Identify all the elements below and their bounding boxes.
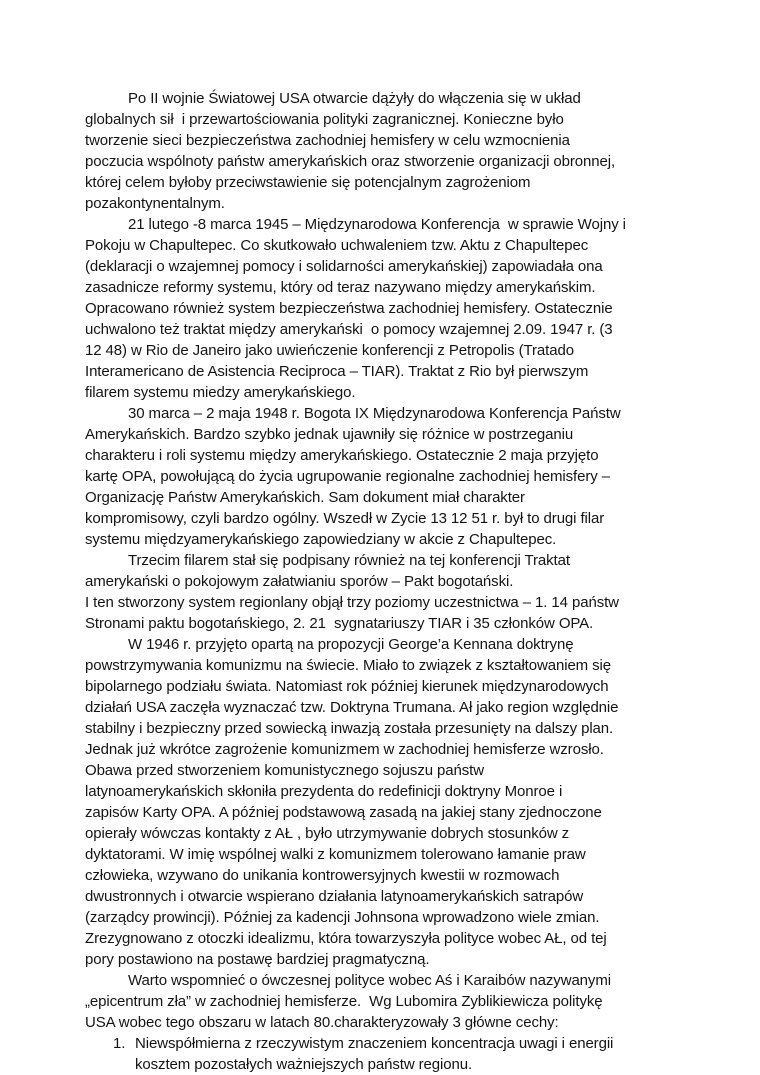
text-line: pory postawiono na postawę bardziej pragmatyczną. [85, 951, 430, 968]
paragraph [85, 970, 680, 1033]
text-line: pozakontynentalnym. [85, 195, 225, 212]
text-line: Po II wojnie Światowej USA otwarcie dążyły do włączenia się w układ [128, 90, 581, 107]
text-line: 21 lutego -8 marca 1945 – Międzynarodowa Konferencja w sprawie Wojny i [128, 216, 626, 233]
text-line: globalnych sił i przewartościowania polityki zagranicznej. Konieczne było [85, 111, 564, 128]
text-line: 12 48) w Rio de Janeiro jako uwieńczenie konferencji z Petropolis (Tratado [85, 342, 574, 359]
text-line: kompromisowy, czyli bardzo ogólny. Wszedł w Zycie 13 12 51 r. był to drugi filar [85, 510, 605, 527]
paragraph [85, 550, 680, 592]
text-line: „epicentrum zła” w zachodniej hemisferze. Wg Lubomira Zyblikiewicza politykę [85, 993, 603, 1010]
list-item-marker: 1. [113, 1035, 126, 1052]
text-line: Trzecim filarem stał się podpisany również na tej konferencji Traktat [128, 552, 570, 569]
text-line: Zrezygnowano z otoczki idealizmu, która towarzyszyła polityce wobec AŁ, od tej [85, 930, 607, 947]
paragraph [85, 214, 680, 403]
text-line: Jednak już wkrótce zagrożenie komunizmem w zachodniej hemisferze wzrosło. [85, 741, 604, 758]
text-line: kartę OPA, powołującą do życia ugrupowanie regionalne zachodniej hemisfery – [85, 468, 610, 485]
text-line: zasadnicze reformy systemu, który od teraz nazywano między amerykańskim. [85, 279, 596, 296]
text-line: dyktatorami. W imię wspólnej walki z komunizmem tolerowano łamanie praw [85, 846, 586, 863]
text-line: Organizację Państw Amerykańskich. Sam dokument miał charakter [85, 489, 525, 506]
text-line: stabilny i bezpieczny przed sowiecką inwazją została przesunięty na dalszy plan. [85, 720, 614, 737]
text-line: filarem systemu miedzy amerykańskiego. [85, 384, 356, 401]
paragraph [85, 88, 680, 214]
text-column [85, 88, 680, 1075]
text-line: tworzenie sieci bezpieczeństwa zachodniej hemisfery w celu wzmocnienia [85, 132, 570, 149]
text-line: Pokoju w Chapultepec. Co skutkowało uchwaleniem tzw. Aktu z Chapultepec [85, 237, 589, 254]
text-line: charakteru i roli systemu między amerykańskiego. Ostatecznie 2 maja przyjęto [85, 447, 599, 464]
paragraph [85, 634, 680, 970]
text-line: której celem byłoby przeciwstawienie się potencjalnym zagrożeniom [85, 174, 531, 191]
text-line: opierały wówczas kontakty z AŁ , było utrzymywanie dobrych stosunków z [85, 825, 570, 842]
text-line: uchwalono też traktat między amerykański o pomocy wzajemnej 2.09. 1947 r. (3 [85, 321, 613, 338]
text-line: USA wobec tego obszaru w latach 80.charakteryzowały 3 główne cechy: [85, 1014, 559, 1031]
text-line: Obawa przed stworzeniem komunistycznego sojuszu państw [85, 762, 484, 779]
list-item [85, 1033, 680, 1075]
text-line: powstrzymywania komunizmu na świecie. Miało to związek z kształtowaniem się [85, 657, 612, 674]
text-line: (deklaracji o wzajemnej pomocy i solidarności amerykańskiej) zapowiadała ona [85, 258, 603, 275]
paragraph [85, 403, 680, 550]
text-line: Interamericano de Asistencia Reciproca – TIAR). Traktat z Rio był pierwszym [85, 363, 589, 380]
text-line: kosztem pozostałych ważniejszych państw regionu. [135, 1056, 473, 1073]
text-line: człowieka, wzywano do unikania kontrowersyjnych kwestii w rozmowach [85, 867, 560, 884]
text-line: bipolarnego podziału świata. Natomiast rok później kierunek międzynarodowych [85, 678, 609, 695]
text-line: W 1946 r. przyjęto opartą na propozycji George’a Kennana doktrynę [128, 636, 574, 653]
text-line: zapisów Karty OPA. A później podstawową zasadą na jakiej stany zjednoczone [85, 804, 602, 821]
text-line: systemu międzyamerykańskiego zapowiedziany w akcie z Chapultepec. [85, 531, 557, 548]
text-line: I ten stworzony system regionlany objął trzy poziomy uczestnictwa – 1. 14 państw [85, 594, 619, 611]
text-line: Niewspółmierna z rzeczywistym znaczeniem koncentracja uwagi i energii [135, 1035, 614, 1052]
text-line: Warto wspomnieć o ówczesnej polityce wobec Aś i Karaibów nazywanymi [128, 972, 611, 989]
text-line: poczucia wspólnoty państw amerykańskich oraz stworzenie organizacji obronnej, [85, 153, 616, 170]
text-line: 30 marca – 2 maja 1948 r. Bogota IX Międzynarodowa Konferencja Państw [128, 405, 621, 422]
text-line: (zarządcy prowincji). Później za kadencji Johnsona wprowadzono wiele zmian. [85, 909, 600, 926]
paragraph [85, 592, 680, 634]
text-line: latynoamerykańskich skłoniła prezydenta do redefinicji doktryny Monroe i [85, 783, 563, 800]
text-line: amerykański o pokojowym załatwianiu sporów – Pakt bogotański. [85, 573, 514, 590]
text-line: Opracowano również system bezpieczeństwa zachodniej hemisfery. Ostatecznie [85, 300, 613, 317]
text-line: działań USA zaczęła wyznaczać tzw. Doktryna Trumana. Ał jako region względnie [85, 699, 619, 716]
text-line: Stronami paktu bogotańskiego, 2. 21 sygnatariuszy TIAR i 35 członków OPA. [85, 615, 594, 632]
text-line: dwustronnych i otwarcie wspierano działania latynoamerykańskich satrapów [85, 888, 584, 905]
text-line: Amerykańskich. Bardzo szybko jednak ujawniły się różnice w postrzeganiu [85, 426, 574, 443]
